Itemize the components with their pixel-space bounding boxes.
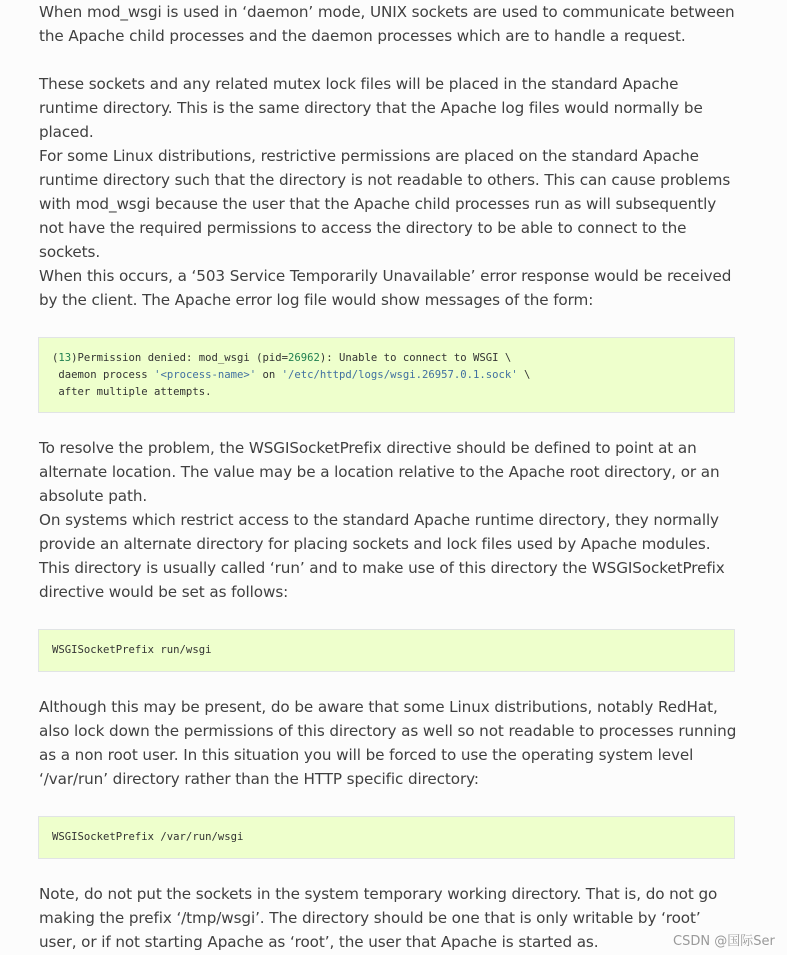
paragraph-redhat: Although this may be present, do be aware that some Linux distributions, notably RedHat, also lock down the permissions of this directory as well so not readable to processes running as a non root user. In this situation you will be forced to use the operating system level ‘/var/run’ directory rather than the HTTP specific directory: bbox=[39, 698, 737, 788]
code-block-error-log: (13)Permission denied: mod_wsgi (pid=26962): Unable to connect to WSGI \ daemon process '<process-name>' on '/etc/httpd/logs/wsgi.26957.0.1.sock' \ after multiple attempts. bbox=[38, 337, 735, 413]
code-block-var-run-wsgi: WSGISocketPrefix /var/run/wsgi bbox=[38, 816, 735, 859]
paragraph-run-directory: On systems which restrict access to the standard Apache runtime directory, they normally provide an alternate directory for placing sockets and lock files used by Apache modules. This directory is usually called ‘run’ and to make use of this directory the WSGISocketPrefix directive would be set as follows: bbox=[39, 511, 725, 601]
code-block-run-wsgi: WSGISocketPrefix run/wsgi bbox=[38, 629, 735, 672]
page-edge bbox=[787, 0, 795, 955]
paragraph-503-error: When this occurs, a ‘503 Service Temporarily Unavailable’ error response would be received by the client. The Apache error log file would show messages of the form: bbox=[39, 267, 732, 309]
paragraph-resolve: To resolve the problem, the WSGISocketPrefix directive should be defined to point at an alternate location. The value may be a location relative to the Apache root directory, or an absolute path. bbox=[39, 439, 720, 505]
paragraph-sockets-location: These sockets and any related mutex lock files will be placed in the standard Apache runtime directory. This is the same directory that the Apache log files would normally be placed. bbox=[39, 75, 703, 141]
paragraph-daemon-mode: When mod_wsgi is used in ‘daemon’ mode, UNIX sockets are used to communicate between the Apache child processes and the daemon processes which are to handle a request. bbox=[39, 3, 735, 45]
paragraph-tmp-note: Note, do not put the sockets in the system temporary working directory. That is, do not go making the prefix ‘/tmp/wsgi’. The directory should be one that is only writable by ‘root’ user, or if not starting Apache as ‘root’, the user that Apache is started as. bbox=[39, 885, 718, 951]
paragraph-permissions: For some Linux distributions, restrictive permissions are placed on the standard Apache runtime directory such that the directory is not readable to others. This can cause problems with mod_wsgi because the user that the Apache child processes run as will subsequently not have the required permissions to access the directory to be able to connect to the sockets. bbox=[39, 147, 731, 261]
csdn-watermark: CSDN @国际Ser bbox=[673, 934, 775, 949]
